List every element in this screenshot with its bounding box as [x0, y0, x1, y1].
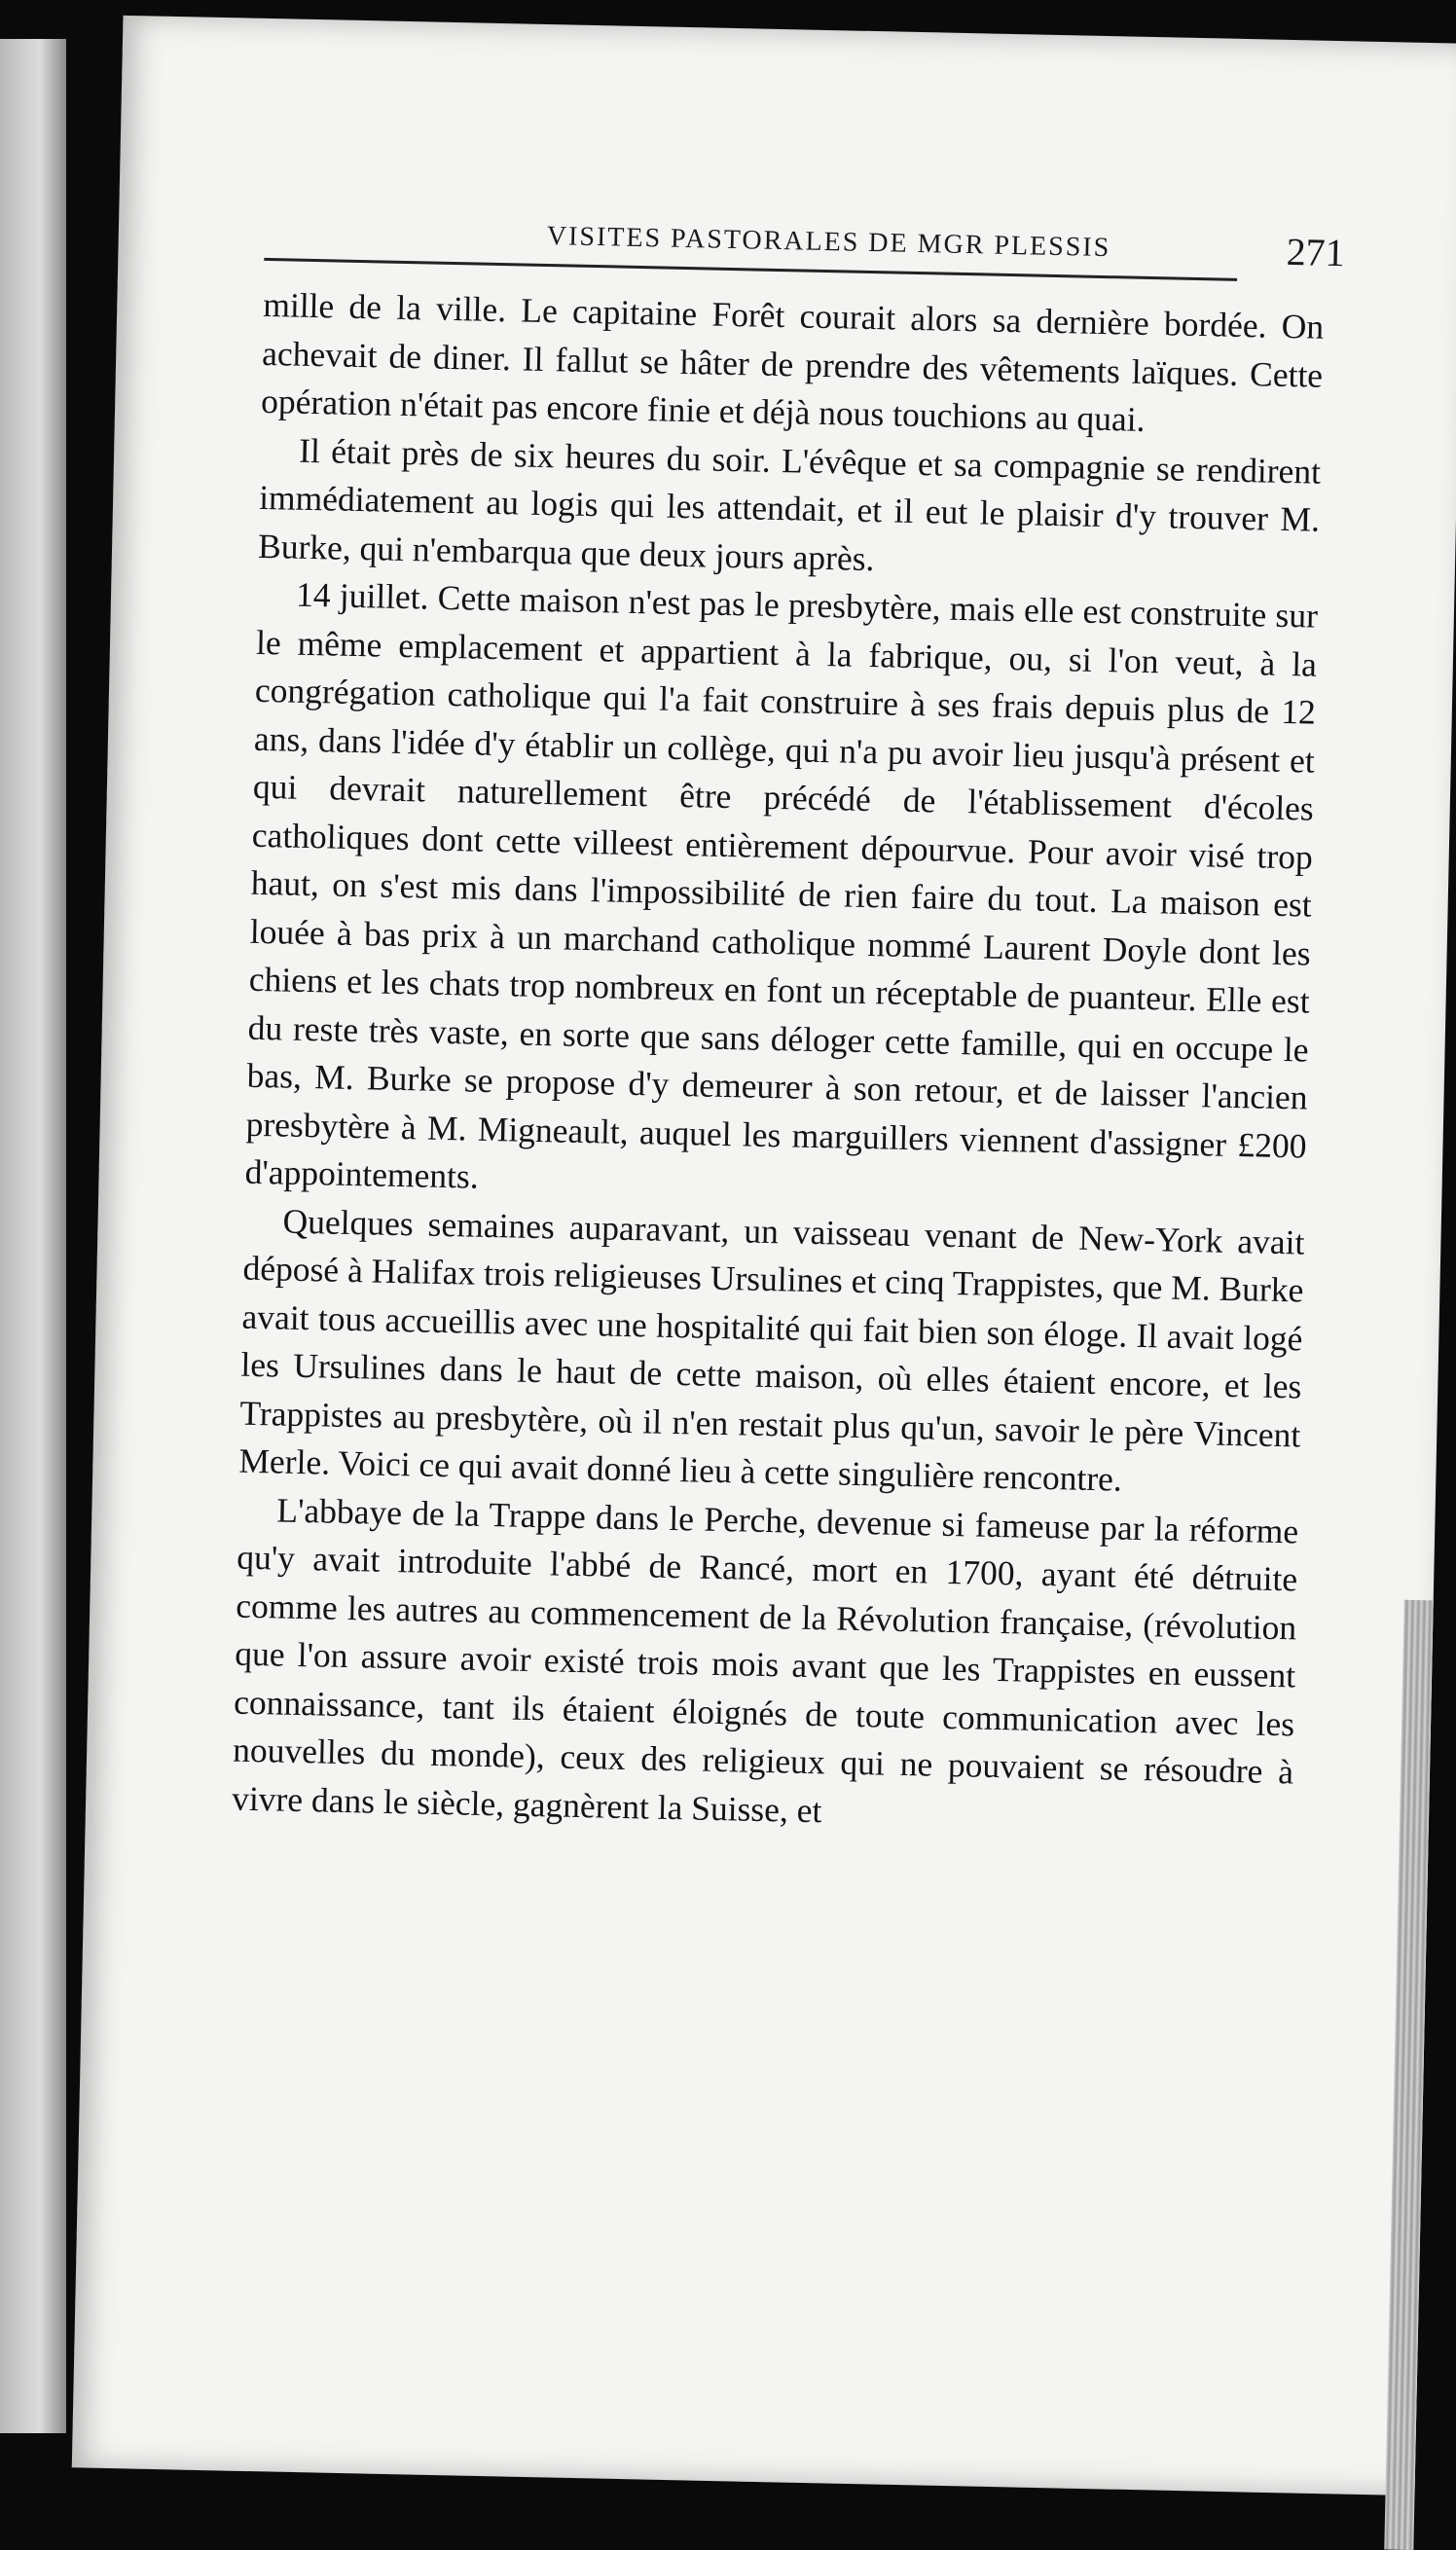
paragraph: 14 juillet. Cette maison n'est pas le presbytère, mais elle est construite sur le même emplacement et appartient à la fabrique, ou, si l'on veut, à la congrégation catholique qui l'a fait construire à ses frais depuis plus de 12 ans, dans l'idée d'y établir un collège, qui n'a pu avoir lieu jusqu'à présent et qui devrait naturellement être précédé de l'établissement d'écoles catholiques dont cette villeest entièrement dépourvue. Pour avoir visé trop haut, on s'est mis dans l'impossibilité de rien faire du tout. La maison est louée à bas prix à un marchand catholique nommé Laurent Doyle dont les chiens et les chats trop nombreux en font un réceptable de puanteur. Elle est du reste très vaste, en sorte que sans déloger cette famille, qui en occupe le bas, M. Burke se propose d'y demeurer à son retour, et de laisser l'ancien presbytère à M. Migneault, auquel les marguillers viennent d'assigner £200 d'appointements.	[244, 574, 1319, 1196]
running-head: VISITES PASTORALES DE MGR PLESSIS	[546, 220, 1111, 264]
paragraph: Il était près de six heures du soir. L'évêque et sa compagnie se rendirent immédiatement au logis qui les attendait, et il eut le plaisir d'y trouver M. Burke, qui n'embarqua que deux jours après.	[257, 430, 1322, 578]
paragraph: L'abbaye de la Trappe dans le Perche, devenue si fameuse par la réforme qu'y avait introduite l'abbé de Rancé, mort en 1700, ayant été détruite comme les autres au commencement de la Révolution française, (révolution que l'on assure avoir existé trois mois avant que les Trappistes en eussent connaissance, tant ils étaient éloignés de toute communication avec les nouvelles du monde), ceux des religieux qui ne pouvaient se résoudre à vivre dans le siècle, gagnèrent la Suisse, et	[231, 1489, 1299, 1830]
page-header	[264, 201, 1346, 292]
page-stack-edge	[1384, 1600, 1433, 2550]
paragraph: mille de la ville. Le capitaine Forêt courait alors sa dernière bordée. On achevait de diner. Il fallut se hâter de prendre des vêtements laïques. Cette opération n'était pas encore finie et déjà nous touchions au quai.	[260, 284, 1325, 439]
paragraph: Quelques semaines auparavant, un vaisseau venant de New-York avait déposé à Halifax trois religieuses Ursulines et cinq Trappistes, que M. Burke avait tous accueillis avec une hospitalité qui fait bien son éloge. Il avait logé les Ursulines dans le haut de cette maison, où elles étaient encore, et les Trappistes au presbytère, où il n'en restait plus qu'un, savoir le père Vincent Merle. Voici ce qui avait donné lieu à cette singulière rencontre.	[238, 1201, 1305, 1499]
body-text	[232, 281, 1325, 1844]
page-number: 271	[1286, 229, 1346, 275]
facing-page-edge	[0, 39, 66, 2433]
book-page	[72, 16, 1456, 2495]
